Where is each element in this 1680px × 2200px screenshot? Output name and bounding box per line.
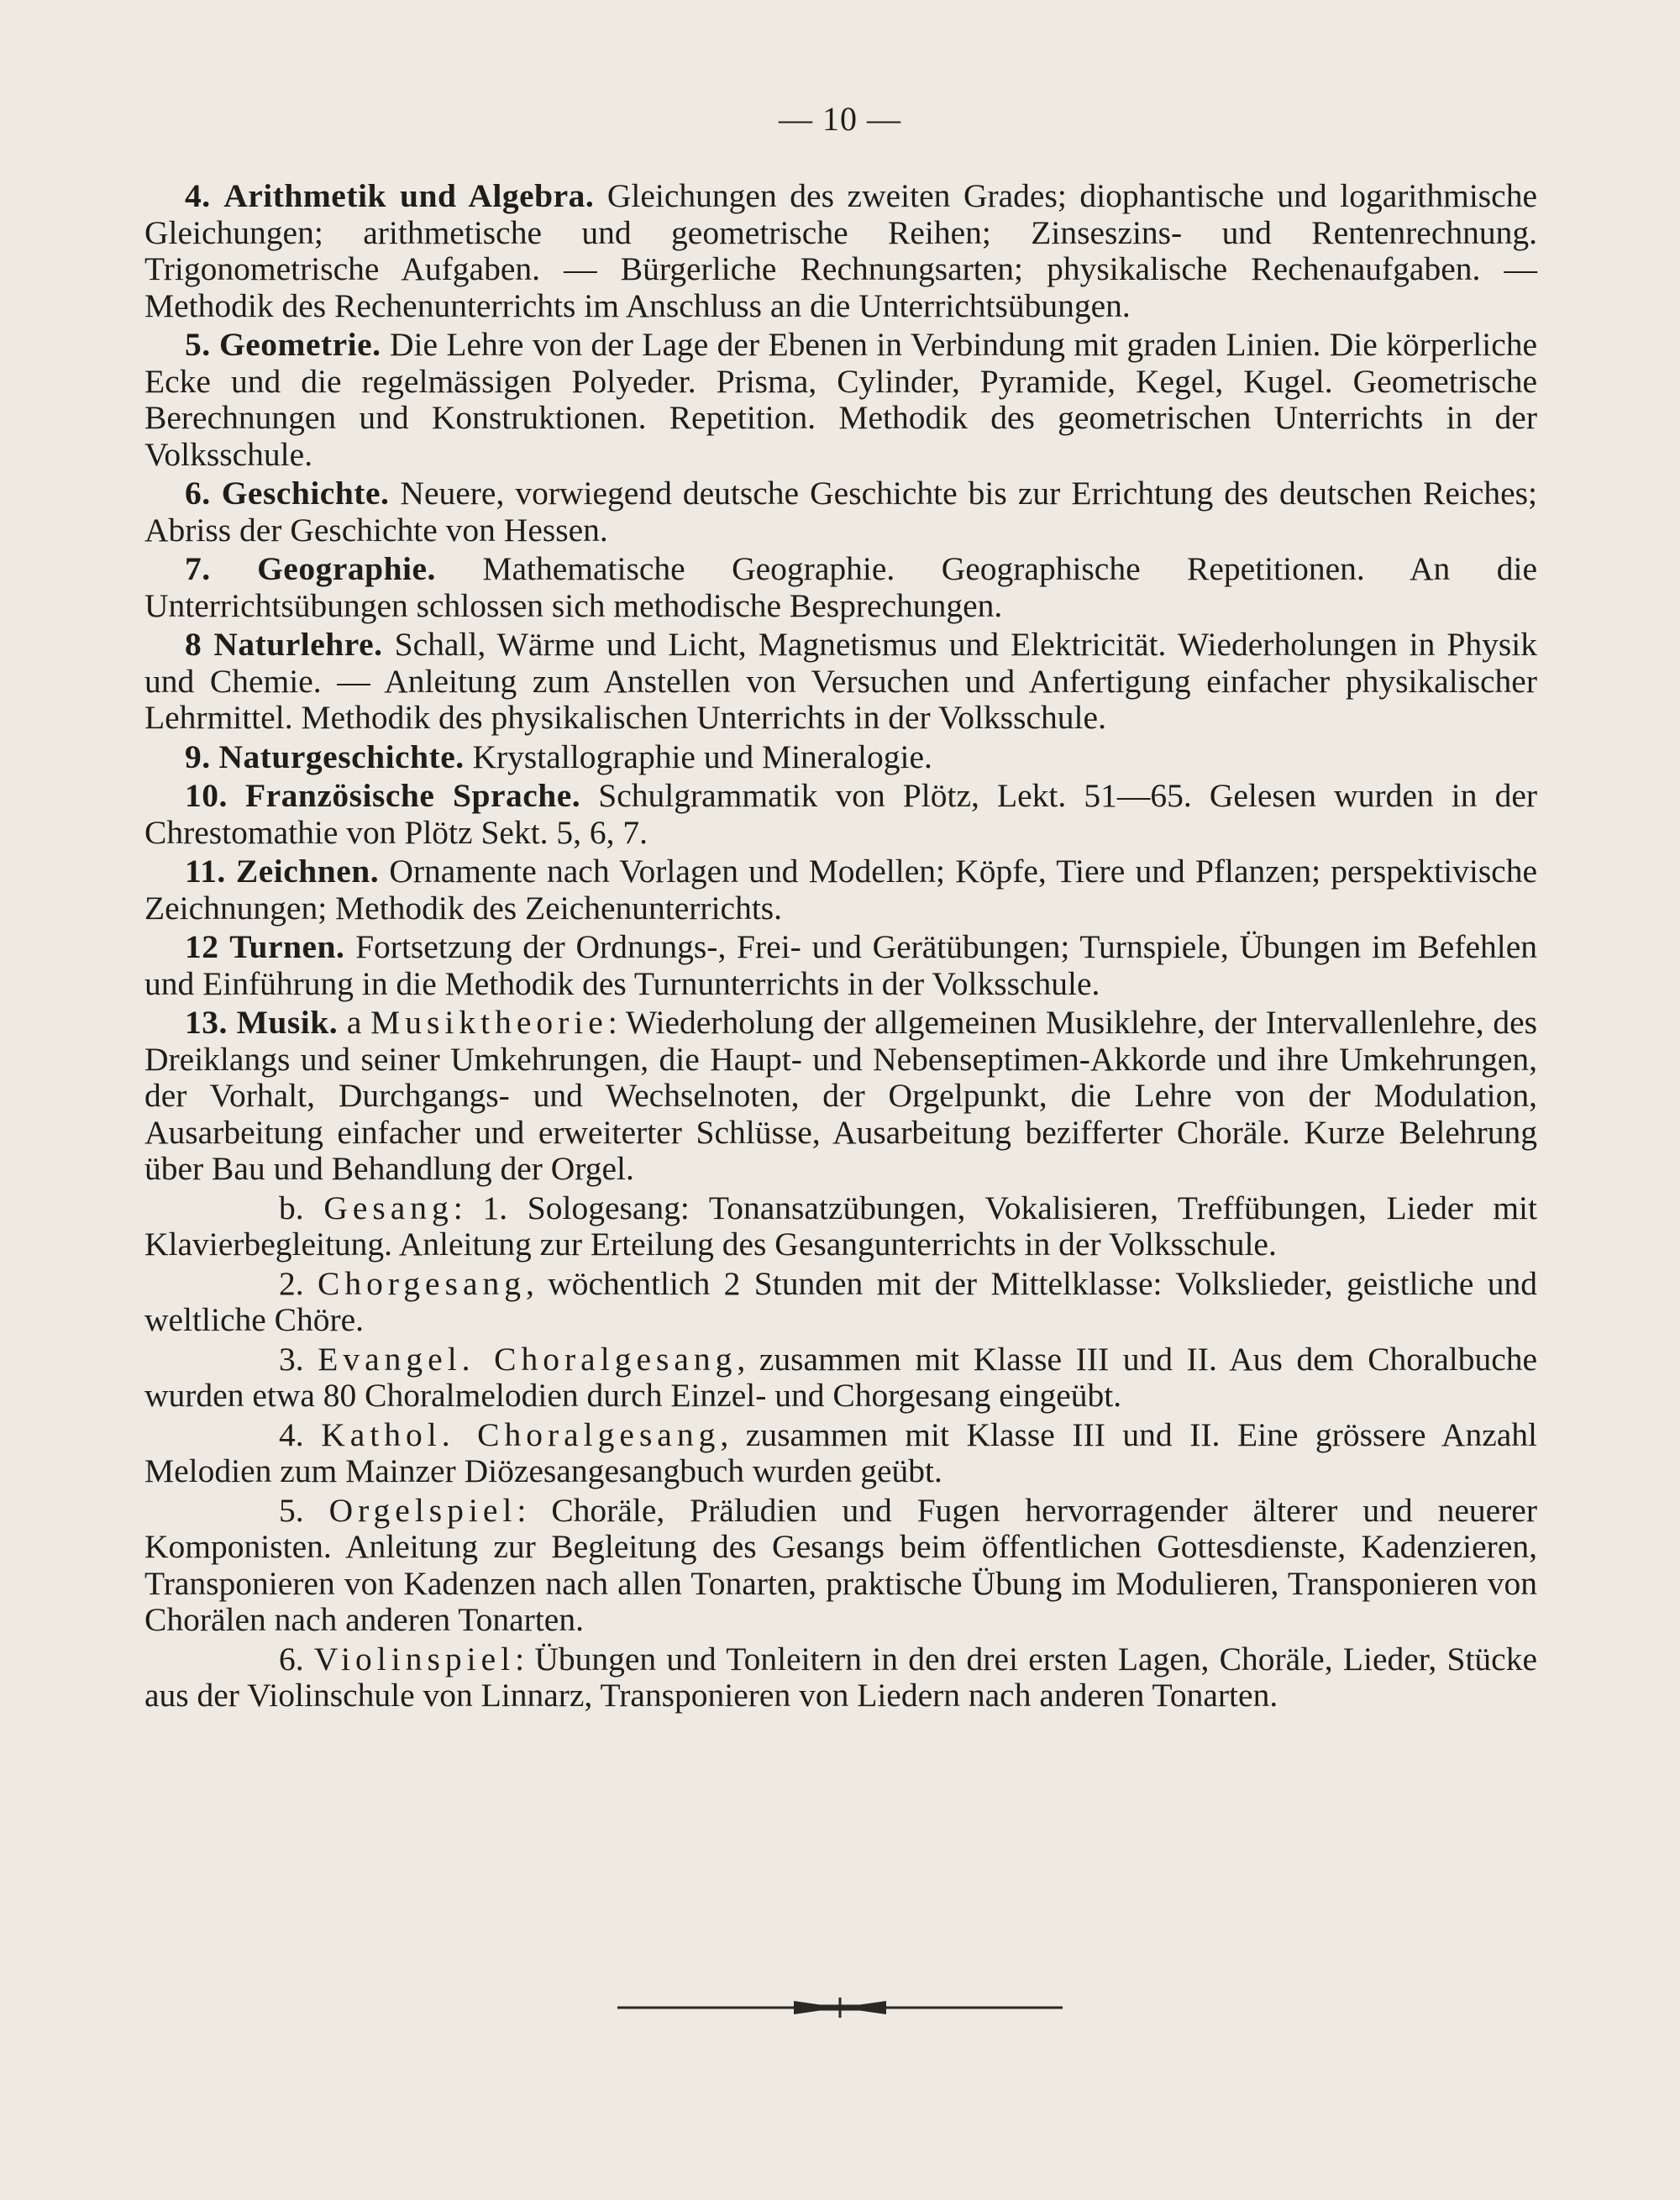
item-number: 4. bbox=[279, 1415, 322, 1453]
section-number: 5. bbox=[185, 326, 211, 363]
section-text: : Wiederholung der allgemeinen Musiklehre, der Intervallenlehre, des Dreiklangs und seiner Umkehrungen, die Haupt- und Nebenseptimen-Akkorde und ihre Umkehrungen, der Vorhalt, Durchgangs- und Wechselnoten, der Orgelpunkt, die Lehre von der Modulation, Ausarbeitung einfacher und erweiterter Schlüsse, Ausarbeitung bezifferter Choräle. Kurze Belehrung über Bau und Behandlung der Orgel. bbox=[144, 1004, 1537, 1187]
section-number: 4. bbox=[185, 177, 211, 214]
page-body bbox=[144, 178, 1537, 1717]
section-title: Geschichte. bbox=[221, 475, 390, 512]
section-13-violinspiel bbox=[144, 1641, 1537, 1714]
section-6 bbox=[144, 475, 1537, 549]
section-text: Ornamente nach Vorlagen und Modellen; Köpfe, Tiere und Pflanzen; perspektivische Zeichnungen; Methodik des Zeichenunterrichts. bbox=[144, 853, 1537, 927]
section-13-orgelspiel bbox=[144, 1493, 1537, 1639]
section-text: Schulgrammatik von Plötz, Lekt. 51—65. Gelesen wurden in der Chrestomathie von Plötz Sekt. 5, 6, 7. bbox=[144, 777, 1537, 851]
subsection-label: b. bbox=[279, 1189, 324, 1226]
item-number: 2. bbox=[279, 1264, 318, 1302]
item-title: Kathol. Choralgesang bbox=[321, 1415, 721, 1453]
section-11 bbox=[144, 853, 1537, 927]
section-13-chorgesang bbox=[144, 1266, 1537, 1339]
section-number: 6. bbox=[185, 475, 211, 512]
section-title: Turnen. bbox=[229, 928, 345, 965]
item-title: Orgelspiel bbox=[328, 1491, 517, 1529]
section-text: Krystallographie und Mineralogie. bbox=[464, 738, 932, 775]
section-title: Geometrie. bbox=[219, 326, 381, 363]
section-number: 9. bbox=[185, 738, 211, 775]
section-text: Gleichungen des zweiten Grades; diophantische und logarithmische Gleichungen; arithmetische und geometrische Reihen; Zinseszins- und Rentenrechnung. Trigonometrische Aufgaben. — Bürgerliche Rechnungsarten; physikalische Rechenaufgaben. — Methodik des Rechenunterrichts im Anschluss an die Unterrichtsübungen. bbox=[144, 177, 1537, 324]
section-8 bbox=[144, 627, 1537, 737]
section-4 bbox=[144, 178, 1537, 324]
section-text: : 1. Sologesang: Tonansatzübungen, Vokalisieren, Treffübungen, Lieder mit Klavierbegleitung. Anleitung zur Erteilung des Gesangunterrichts in der Volksschule. bbox=[144, 1189, 1537, 1263]
section-5 bbox=[144, 327, 1537, 473]
item-number: 5. bbox=[279, 1491, 329, 1529]
section-7 bbox=[144, 551, 1537, 624]
section-number: 8 bbox=[185, 626, 202, 663]
ornamental-divider bbox=[617, 1993, 1063, 2023]
section-title: Musik. bbox=[236, 1004, 339, 1041]
section-13-evangel-choral bbox=[144, 1342, 1537, 1415]
item-number: 6. bbox=[279, 1640, 314, 1678]
section-number: 12 bbox=[185, 928, 219, 965]
item-text: , wöchentlich 2 Stunden mit der Mittelklasse: Volkslieder, geistliche und weltliche Chöre. bbox=[144, 1264, 1538, 1338]
item-number: 3. bbox=[279, 1340, 318, 1378]
page-number: — 10 — bbox=[779, 100, 901, 138]
item-text: : Choräle, Präludien und Fugen hervorragender älterer und neuerer Komponisten. Anleitung zur Begleitung des Gesangs beim öffentlichen Gottesdienste, Kadenzieren, Transponieren von Kadenzen nach allen Tonarten, praktische Übung im Modulieren, Transponieren von Chorälen nach anderen Tonarten. bbox=[144, 1491, 1537, 1638]
item-title: Evangel. Choralgesang bbox=[318, 1340, 738, 1378]
item-text: , zusammen mit Klasse III und II. Eine grössere Anzahl Melodien zum Mainzer Diözesangesangbuch wurden geübt. bbox=[144, 1415, 1537, 1489]
item-title: Violinspiel bbox=[313, 1640, 516, 1678]
section-text: Fortsetzung der Ordnungs-, Frei- und Gerätübungen; Turnspiele, Übungen im Befehlen und Einführung in die Methodik des Turnunterrichts in der Volksschule. bbox=[144, 928, 1538, 1002]
section-text: Die Lehre von der Lage der Ebenen in Verbindung mit graden Linien. Die körperliche Ecke und die regelmässigen Polyeder. Prisma, Cylinder, Pyramide, Kegel, Kugel. Geometrische Berechnungen und Konstruktionen. Repetition. Methodik des geometrischen Unterrichts in der Volksschule. bbox=[144, 326, 1538, 473]
section-title: Französische Sprache. bbox=[244, 777, 581, 814]
section-13-gesang bbox=[144, 1190, 1537, 1263]
subsection-title: Musiktheorie bbox=[370, 1004, 608, 1041]
section-13-kathol-choral bbox=[144, 1417, 1537, 1490]
section-text: Mathematische Geographie. Geographische Repetitionen. An die Unterrichtsübungen schlossen sich methodische Besprechungen. bbox=[144, 550, 1537, 624]
section-text: Neuere, vorwiegend deutsche Geschichte bis zur Errichtung des deutschen Reiches; Abriss der Geschichte von Hessen. bbox=[144, 475, 1538, 549]
section-title: Zeichnen. bbox=[235, 853, 380, 890]
item-text: : Übungen und Tonleitern in den drei ersten Lagen, Choräle, Lieder, Stücke aus der Violinschule von Linnarz, Transponieren von Liedern nach anderen Tonarten. bbox=[144, 1640, 1537, 1714]
section-number: 13. bbox=[185, 1004, 228, 1041]
section-title: Naturlehre. bbox=[213, 626, 383, 663]
section-number: 10. bbox=[185, 777, 228, 814]
section-text: Schall, Wärme und Licht, Magnetismus und Elektricität. Wiederholungen in Physik und Chemie. — Anleitung zum Anstellen von Versuchen und Anfertigung einfacher physikalischer Lehrmittel. Methodik des physikalischen Unterrichts in der Volksschule. bbox=[144, 626, 1537, 736]
section-title: Geographie. bbox=[257, 550, 436, 587]
subsection-label: a bbox=[338, 1004, 371, 1041]
section-9 bbox=[144, 739, 1537, 776]
item-title: Chorgesang bbox=[318, 1264, 526, 1302]
section-10 bbox=[144, 778, 1537, 851]
section-number: 11. bbox=[185, 853, 226, 890]
section-title: Arithmetik und Algebra. bbox=[223, 177, 595, 214]
section-12 bbox=[144, 929, 1537, 1002]
subsection-title: Gesang bbox=[323, 1189, 454, 1226]
item-text: , zusammen mit Klasse III und II. Aus dem Choralbuche wurden etwa 80 Choralmelodien durch Einzel- und Chorgesang eingeübt. bbox=[144, 1340, 1538, 1414]
section-13-musiktheorie bbox=[144, 1005, 1537, 1188]
section-number: 7. bbox=[185, 550, 211, 587]
section-title: Naturgeschichte. bbox=[218, 738, 465, 775]
